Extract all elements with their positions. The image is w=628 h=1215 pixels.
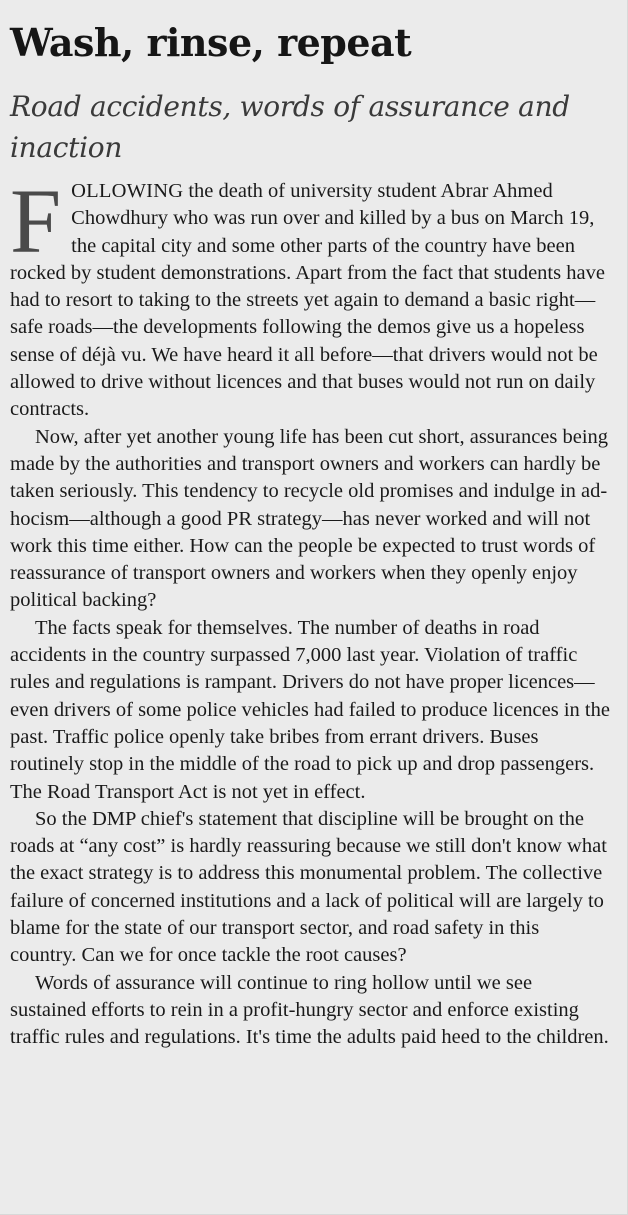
paragraph-1-text: the death of university student Abrar Ahmed Chowdhury who was run over and killed by a bus on March 19, the capital city and some other parts of the country have been rocked by student demonstrations. Apart from the fact that students have had to resort to taking to the streets yet again to demand a basic right—safe roads—the developments following the demos give us a hopeless sense of déjà vu. We have heard it all before—that drivers would not be allowed to drive without licences and that buses would not run on daily contracts. (10, 180, 605, 421)
paragraph-3: The facts speak for themselves. The number of deaths in road accidents in the country surpassed 7,000 last year. Violation of traffic rules and regulations is rampant. Drivers do not have proper licences—even drivers of some police vehicles had failed to produce licences in the past. Traffic police openly take bribes from errant drivers. Buses routinely stop in the middle of the road to pick up and drop passengers. The Road Transport Act is not yet in effect. (10, 616, 610, 803)
article-body (10, 170, 610, 1052)
lead-in-caps: OLLOWING (71, 180, 184, 202)
paragraph-5: Words of assurance will continue to ring hollow until we see sustained efforts to rein in a profit-hungry sector and enforce existing traffic rules and regulations. It's time the adults paid heed to the children. (10, 971, 609, 1049)
paragraph-2: Now, after yet another young life has been cut short, assurances being made by the authorities and transport owners and workers can hardly be taken seriously. This tendency to recycle old promises and indulge in ad-hocism—although a good PR strategy—has never worked and will not work this time either. How can the people be expected to trust words of reassurance of transport owners and workers when they openly enjoy political backing? (10, 425, 609, 612)
headline: Wash, rinse, repeat (10, 20, 412, 65)
subheadline: Road accidents, words of assurance and inaction (10, 90, 570, 164)
paragraph-1 (10, 170, 610, 424)
drop-cap: F (10, 170, 62, 272)
paragraph-4: So the DMP chief's statement that discipline will be brought on the roads at “any cost” is hardly reassuring because we still don't know what the exact strategy is to address this monumental problem. The collective failure of concerned institutions and a lack of political will are largely to blame for the state of our transport sector, and road safety in this country. Can we for once tackle the root causes? (10, 807, 607, 967)
